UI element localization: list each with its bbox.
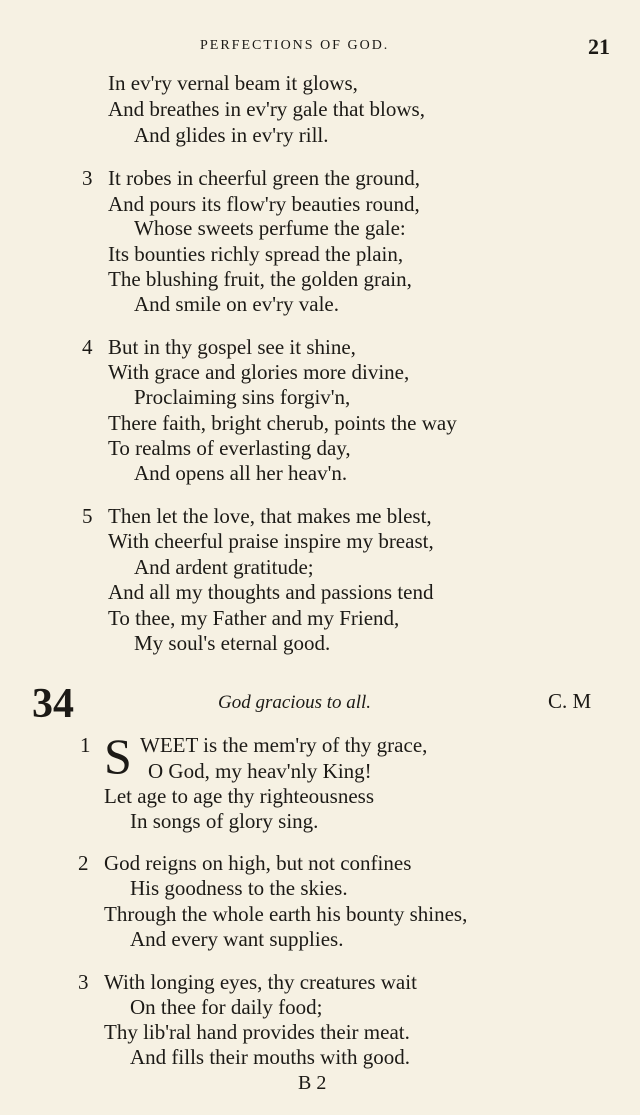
verse-line: Then let the love, that makes me blest, <box>108 504 432 528</box>
verse-line: And glides in ev'ry rill. <box>134 123 329 147</box>
verse-line: WEET is the mem'ry of thy grace, <box>140 733 428 757</box>
stanza-number: 1 <box>80 733 91 757</box>
running-head <box>0 36 640 60</box>
verse-line: And smile on ev'ry vale. <box>134 292 339 316</box>
stanza-number: 5 <box>82 504 93 528</box>
verse-line: And breathes in ev'ry gale that blows, <box>108 97 425 121</box>
stanza-number: 4 <box>82 335 93 359</box>
verse-line: And fills their mouths with good. <box>130 1045 410 1069</box>
verse-line: Proclaiming sins forgiv'n, <box>134 385 351 409</box>
verse-line: And pours its flow'ry beauties round, <box>108 192 420 216</box>
verse-line: And ardent gratitude; <box>134 555 314 579</box>
verse-line: Thy lib'ral hand provides their meat. <box>104 1020 410 1044</box>
page-number: 21 <box>588 34 610 59</box>
verse-line: O God, my heav'nly King! <box>148 759 372 783</box>
drop-cap: S <box>104 728 132 784</box>
verse-line: In songs of glory sing. <box>130 809 319 833</box>
verse-line: And opens all her heav'n. <box>134 461 348 485</box>
hymn-meter: C. M <box>548 689 592 713</box>
verse-line: Its bounties richly spread the plain, <box>108 242 404 266</box>
running-title: PERFECTIONS OF GOD. <box>200 38 390 53</box>
hymn-title: God gracious to all. <box>218 692 372 713</box>
verse-line: Through the whole earth his bounty shines, <box>104 902 468 926</box>
signature-mark: B 2 <box>298 1072 327 1094</box>
verse-line: It robes in cheerful green the ground, <box>108 166 420 190</box>
verse-line: To thee, my Father and my Friend, <box>108 606 400 630</box>
stanza-number: 3 <box>78 970 89 994</box>
verse-line: Whose sweets perfume the gale: <box>134 216 406 240</box>
verse-line: On thee for daily food; <box>130 995 323 1019</box>
verse-line: My soul's eternal good. <box>134 631 331 655</box>
verse-line: With cheerful praise inspire my breast, <box>108 529 434 553</box>
verse-line: Let age to age thy righteousness <box>104 784 375 808</box>
verse-line: The blushing fruit, the golden grain, <box>108 267 412 291</box>
verse-line: But in thy gospel see it shine, <box>108 335 356 359</box>
verse-line: In ev'ry vernal beam it glows, <box>108 71 358 95</box>
verse-line: His goodness to the skies. <box>130 876 348 900</box>
verse-line: With longing eyes, thy creatures wait <box>104 970 417 994</box>
verse-line: God reigns on high, but not confines <box>104 851 412 875</box>
verse-line: To realms of everlasting day, <box>108 436 351 460</box>
verse-line: And all my thoughts and passions tend <box>108 580 434 604</box>
verse-line: With grace and glories more divine, <box>108 360 410 384</box>
hymn-number: 34 <box>32 681 74 727</box>
stanza-number: 3 <box>82 166 93 190</box>
stanza-number: 2 <box>78 851 89 875</box>
verse-line: And every want supplies. <box>130 927 344 951</box>
verse-line: There faith, bright cherub, points the way <box>108 411 457 435</box>
